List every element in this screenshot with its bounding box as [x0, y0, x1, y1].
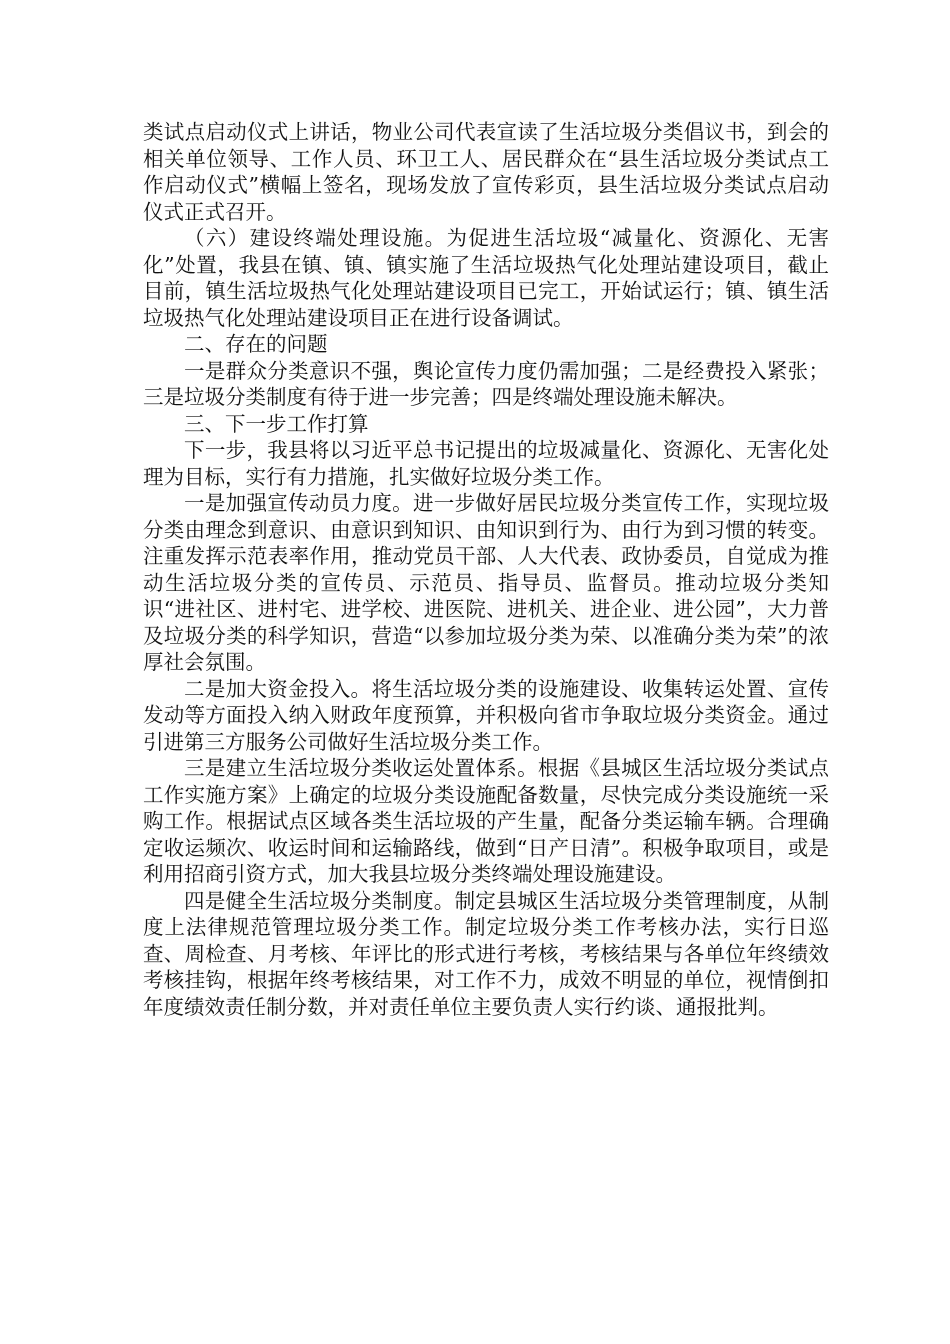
paragraph-funding: 二是加大资金投入。将生活垃圾分类的设施建设、收集转运处置、宣传发动等方面投入纳入财政年度预算，并积极向省市争取垃圾分类资金。通过引进第三方服务公司做好生活垃圾分类工作。 [143, 676, 829, 754]
paragraph-regulations: 四是健全生活垃圾分类制度。制定县城区生活垃圾分类管理制度，从制度上法律规范管理垃圾分类工作。制定垃圾分类工作考核办法，实行日巡查、周检查、月考核、年评比的形式进行考核，考核结果与各单位年终绩效考核挂钩，根据年终考核结果，对工作不力，成效不明显的单位，视情倒扣年度绩效责任制分数，并对责任单位主要负责人实行约谈、通报批判。 [143, 888, 829, 1019]
paragraph-publicity: 一是加强宣传动员力度。进一步做好居民垃圾分类宣传工作，实现垃圾分类由理念到意识、由意识到知识、由知识到行为、由行为到习惯的转变。注重发挥示范表率作用，推动党员干部、人大代表、政协委员，自觉成为推动生活垃圾分类的宣传员、示范员、指导员、监督员。推动垃圾分类知识“进社区、进村宅、进学校、进医院、进机关、进企业、进公园”，大力普及垃圾分类的科学知识，营造“以参加垃圾分类为荣、以准确分类为荣”的浓厚社会氛围。 [143, 491, 829, 674]
paragraph-collection-system: 三是建立生活垃圾分类收运处置体系。根据《县城区生活垃圾分类试点工作实施方案》上确定的垃圾分类设施配备数量，尽快完成分类设施统一采购工作。根据试点区域各类生活垃圾的产生量，配备分类运输车辆。合理确定收运频次、收运时间和运输路线，做到“日产日清”。积极争取项目，或是利用招商引资方式，加大我县垃圾分类终端处理设施建设。 [143, 756, 829, 886]
paragraph-terminal-facilities: （六）建设终端处理设施。为促进生活垃圾“减量化、资源化、无害化”处置，我县在镇、镇、镇实施了生活垃圾热气化处理站建设项目，截止目前，镇生活垃圾热气化处理站建设项目已完工，开始试运行；镇、镇生活垃圾热气化处理站建设项目正在进行设备调试。 [143, 226, 829, 330]
document-body [143, 119, 829, 1020]
paragraph-next-steps-intro: 下一步，我县将以习近平总书记提出的垃圾减量化、资源化、无害化处理为目标，实行有力措施，扎实做好垃圾分类工作。 [143, 438, 829, 489]
section-heading-problems: 二、存在的问题 [184, 332, 328, 356]
paragraph-problems: 一是群众分类意识不强，舆论宣传力度仍需加强；二是经费投入紧张；三是垃圾分类制度有待于进一步完善；四是终端处理设施未解决。 [143, 358, 829, 409]
section-heading-next-steps: 三、下一步工作打算 [184, 411, 369, 436]
paragraph-launch-ceremony: 类试点启动仪式上讲话，物业公司代表宣读了生活垃圾分类倡议书，到会的相关单位领导、工作人员、环卫工人、居民群众在“县生活垃圾分类试点工作启动仪式”横幅上签名，现场发放了宣传彩页，县生活垃圾分类试点启动仪式正式召开。 [143, 120, 829, 224]
